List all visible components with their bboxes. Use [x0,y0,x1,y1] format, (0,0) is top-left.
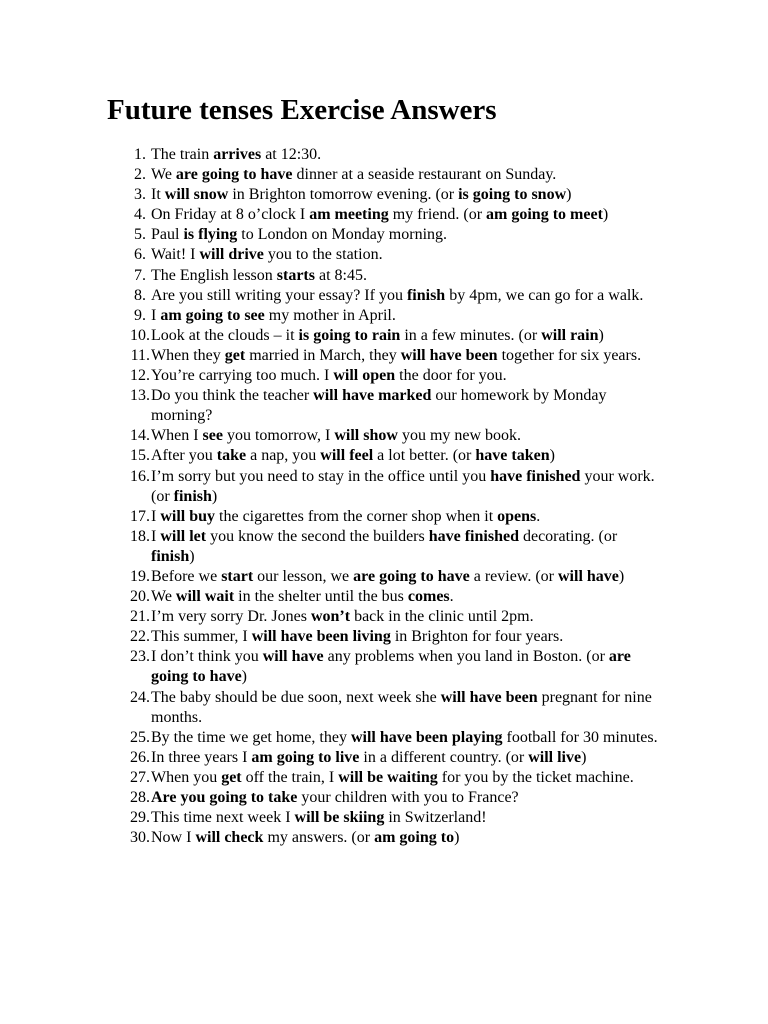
answer-fragment: our homework by Monday morning? [151,387,607,425]
answer-verb: will check [195,829,264,847]
answer-text [151,307,396,324]
answer-verb: am meeting [309,206,389,224]
page-title: Future tenses Exercise Answers [107,94,497,126]
answer-number: 7. [134,266,146,284]
answer-fragment: ) [241,668,247,686]
answer-fragment: When you [151,768,222,786]
answer-fragment: football for 30 minutes. [502,728,658,746]
answer-number: 10. [130,326,150,344]
answer-fragment: you my new book. [397,427,522,445]
answer-item [0,768,659,788]
answer-verb: will rain [541,326,599,344]
answer-verb: starts [276,266,315,284]
answer-verb: are going to have [175,166,293,184]
answer-text [151,689,652,726]
answer-fragment: pregnant for nine months. [151,688,652,726]
answer-fragment: When I [151,427,203,445]
answer-text [151,729,658,746]
answer-fragment: at 12:30. [261,146,322,163]
answer-item [0,567,659,587]
answer-fragment: decorating. (or [518,527,618,545]
answer-fragment: ) [211,487,218,505]
answer-fragment: This summer, I [151,628,252,646]
answer-verb: will have been playing [350,728,503,746]
answer-fragment: any problems when you land in Boston. (or [323,648,609,666]
answer-fragment: The baby should be due soon, next week she [151,688,441,706]
answer-fragment: ) [189,547,195,565]
answer-text [151,146,321,163]
answer-verb: will have been [400,346,498,364]
answer-fragment: Do you think the teacher [151,387,314,405]
answer-text [151,769,634,786]
answer-item [0,386,659,426]
answer-verb: am going to meet [486,206,603,224]
answer-text [151,367,507,384]
answer-verb: see [202,427,223,445]
answer-fragment: my friend. (or [388,206,487,224]
answer-fragment: When they [151,346,225,364]
answer-number: 27. [130,768,150,786]
answer-fragment: ) [454,829,460,847]
answer-number: 19. [130,567,150,585]
answer-number: 22. [130,628,150,646]
answer-fragment: ) [581,748,587,766]
answer-verb: am going to see [160,306,265,324]
answer-fragment: for you by the ticket machine. [437,768,634,786]
answer-verb: will be waiting [338,768,438,786]
answer-item [0,527,659,567]
answer-item [0,306,659,326]
answer-verb: will live [528,748,582,766]
answer-item [0,647,659,687]
answer-text [151,287,643,304]
answer-number: 30. [130,829,150,847]
answer-fragment: a lot better. (or [373,447,476,465]
answer-verb: will have [558,567,619,585]
answer-fragment: After you [151,447,217,465]
answer-number: 13. [130,387,150,405]
answer-fragment: in Switzerland! [384,809,487,827]
answer-number: 29. [130,809,150,827]
answer-number: 9. [134,306,146,324]
answer-fragment: in the shelter until the bus [234,588,408,606]
answer-text [151,267,367,284]
answer-verb: am going to [374,829,455,847]
answer-number: 1. [134,146,146,163]
answer-verb: will have been living [251,628,391,646]
answer-text [151,528,617,565]
answer-number: 11. [130,346,150,364]
answer-fragment: a nap, you [246,447,321,465]
answer-item [0,828,659,848]
answer-fragment: our lesson, we [253,567,354,585]
answer-verb: is going to snow [458,186,567,204]
answer-fragment: the cigarettes from the corner shop when it [215,507,498,525]
answer-list [0,145,768,848]
answer-text [151,468,655,505]
answer-item [0,165,659,185]
answer-number: 5. [134,226,146,244]
answer-verb: get [224,346,246,364]
answer-item [0,266,659,286]
answer-fragment: It [151,186,165,204]
answer-number: 2. [134,166,146,184]
answer-number: 18. [130,527,150,545]
answer-fragment: to London on Monday morning. [237,226,448,244]
answer-verb: have finished [490,467,581,485]
answer-item [0,366,659,386]
answer-item [0,245,659,265]
answer-number: 3. [134,186,146,204]
answer-verb: Are you going to take [151,789,298,806]
answer-verb: finish [151,547,190,565]
answer-fragment: ) [598,326,604,344]
answer-fragment: in Brighton for four years. [390,628,564,646]
answer-text [151,246,383,263]
answer-text [151,568,624,585]
answer-verb: arrives [213,146,262,163]
answer-verb: are going to have [353,567,470,585]
answer-verb: get [221,768,242,786]
answer-verb: will let [160,527,207,545]
answer-fragment: You’re carrying too much. I [151,367,334,385]
answer-fragment: This time next week I [151,809,295,827]
answer-verb: will drive [199,246,264,264]
answer-fragment: ) [549,447,555,465]
answer-number: 14. [130,427,150,445]
answer-text [151,588,454,605]
answer-text [151,347,641,364]
answer-fragment: Before we [151,567,222,585]
answer-verb: will have [262,648,324,666]
answer-verb: will show [334,427,398,445]
answer-fragment: you to the station. [263,246,383,264]
answer-fragment: . [536,507,541,525]
answer-text [151,387,606,424]
answer-text [151,206,608,223]
answer-fragment: you tomorrow, I [222,427,335,445]
answer-verb: will open [333,367,396,385]
answer-item [0,467,659,507]
answer-text [151,447,555,464]
answer-item [0,748,659,768]
answer-item [0,346,659,366]
answer-verb: am going to live [251,748,360,766]
answer-fragment: back in the clinic until 2pm. [350,608,534,626]
answer-verb: is flying [183,226,238,244]
answer-fragment: a review. (or [469,567,558,585]
answer-item [0,688,659,728]
answer-number: 28. [130,789,150,806]
answer-item [0,446,659,466]
answer-verb: won’t [310,608,351,626]
answer-number: 16. [130,467,150,485]
answer-fragment: the door for you. [395,367,507,385]
answer-fragment: by 4pm, we can go for a walk. [445,286,644,304]
answer-text [151,166,556,183]
answer-fragment: ) [602,206,609,224]
answer-text [151,648,631,685]
answer-verb: have taken [475,447,550,465]
answer-fragment: Paul [151,226,184,244]
answer-fragment: in a different country. (or [359,748,529,766]
answer-text [151,809,487,826]
answer-fragment: I [151,507,161,525]
answer-number: 6. [134,246,146,264]
answer-verb: comes [407,588,450,606]
answer-item [0,286,659,306]
answer-fragment: together for six years. [497,346,642,364]
answer-number: 12. [130,367,150,385]
answer-number: 26. [130,748,150,766]
answer-fragment: your children with you to France? [297,789,519,806]
answer-fragment: I’m sorry but you need to stay in the office until you [151,467,491,485]
answer-fragment: We [151,588,176,606]
answer-number: 24. [130,688,150,706]
answer-text [151,186,571,203]
answer-verb: will have marked [313,387,432,405]
answer-number: 17. [130,507,150,525]
answer-item [0,326,659,346]
answer-item [0,627,659,647]
answer-number: 25. [130,728,150,746]
answer-fragment: The English lesson [151,266,277,284]
answer-fragment: dinner at a seaside restaurant on Sunday. [292,166,557,184]
answer-number: 8. [134,286,146,304]
answer-verb: will snow [164,186,229,204]
answer-text [151,327,604,344]
answer-text [151,749,586,766]
answer-text [151,427,521,444]
answer-fragment: in a few minutes. (or [400,326,542,344]
answer-verb: is going to rain [298,326,401,344]
answer-text [151,829,459,846]
answer-verb: will wait [175,588,235,606]
answer-fragment: We [151,166,176,184]
answer-fragment: Now I [151,829,196,847]
answer-text [151,628,563,645]
answer-fragment: Wait! I [151,246,200,264]
answer-fragment: ) [618,567,625,585]
answer-number: 20. [130,588,150,606]
answer-item [0,587,659,607]
answer-verb: will buy [160,507,216,525]
answer-verb: take [216,447,247,465]
answer-fragment: you know the second the builders [206,527,429,545]
answer-item [0,426,659,446]
answer-number: 15. [130,447,150,465]
answer-fragment: . [449,588,454,606]
answer-fragment: Look at the clouds – it [151,326,299,344]
answer-number: 21. [130,608,150,626]
answer-fragment: at 8:45. [314,266,367,284]
answer-verb: have finished [428,527,519,545]
answer-fragment: married in March, they [245,346,401,364]
answer-fragment: my mother in April. [264,306,396,324]
answer-verb: start [221,567,254,585]
answer-fragment: I [151,306,161,324]
answer-number: 4. [134,206,146,224]
answer-item [0,728,659,748]
answer-text [151,508,540,525]
answer-verb: will feel [320,447,374,465]
answer-item [0,788,659,808]
answer-fragment: off the train, I [241,768,339,786]
answer-fragment: I don’t think you [151,648,263,666]
answer-item [0,808,659,828]
answer-verb: are going to have [151,648,631,686]
answer-item [0,507,659,527]
answer-fragment: I’m very sorry Dr. Jones [151,608,311,626]
answer-text [151,789,519,806]
answer-fragment: In three years I [151,748,252,766]
answer-verb: will be skiing [294,809,385,827]
answer-fragment: my answers. (or [263,829,375,847]
answer-verb: finish [173,487,212,505]
answer-fragment: your work. (or [151,467,655,505]
answer-item [0,185,659,205]
answer-fragment: On Friday at 8 o’clock I [151,206,310,224]
answer-number: 23. [130,648,150,666]
answer-fragment: The train [151,146,214,163]
answer-verb: opens [497,507,537,525]
answer-item [0,145,659,165]
answer-fragment: By the time we get home, they [151,728,351,746]
answer-fragment: Are you still writing your essay? If you [151,286,407,304]
answer-verb: will have been [440,688,538,706]
answer-fragment: ) [566,186,572,204]
answer-item [0,225,659,245]
answer-text [151,226,447,243]
answer-item [0,607,659,627]
answer-fragment: I [151,527,161,545]
answer-text [151,608,534,625]
answer-item [0,205,659,225]
answer-fragment: in Brighton tomorrow evening. (or [228,186,459,204]
answer-verb: finish [406,286,446,304]
